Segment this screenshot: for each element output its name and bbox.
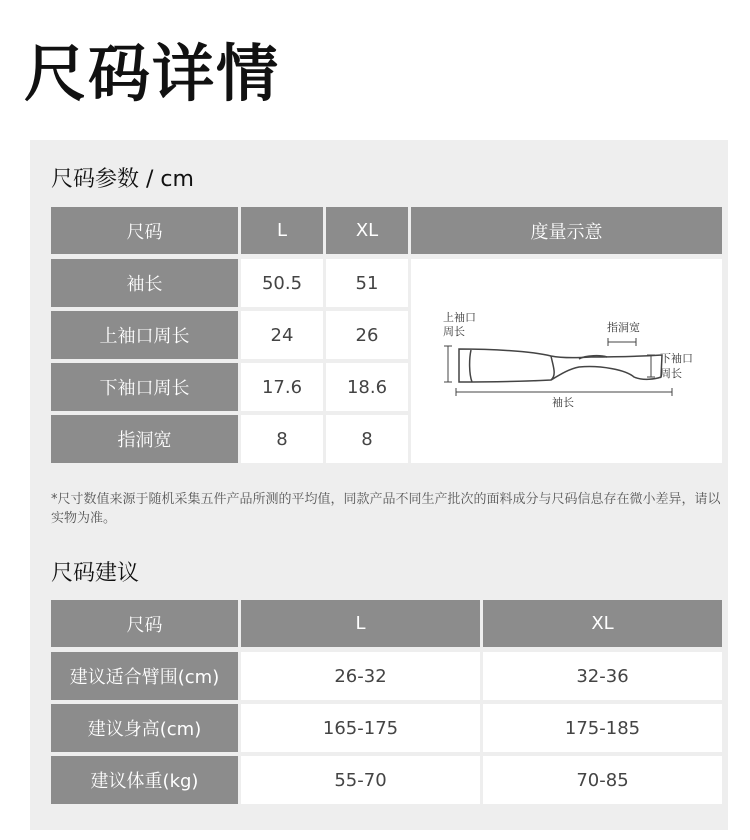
advice-row-label: 建议身高(cm): [51, 704, 238, 752]
params-row-l-value: 24: [241, 311, 323, 359]
size-disclaimer-note: *尺寸数值来源于随机采集五件产品所测的平均值，同款产品不同生产批次的面料成分与尺码信息存在微小差异，请以实物为准。: [51, 492, 721, 526]
params-row-label: 上袖口周长: [51, 311, 238, 359]
advice-row-xl-value: 32-36: [483, 652, 722, 700]
size-advice-title: 尺码建议: [51, 561, 140, 586]
sleeve-length-label: 袖长: [552, 396, 574, 409]
advice-header-size: 尺码: [51, 600, 238, 647]
advice-row-xl-value: 70-85: [483, 756, 722, 804]
params-row-l-value: 8: [241, 415, 323, 463]
sleeve-diagram-icon: [411, 259, 722, 463]
advice-row-label: 建议适合臂围(cm): [51, 652, 238, 700]
params-row-label: 指洞宽: [51, 415, 238, 463]
params-row-l-value: 50.5: [241, 259, 323, 307]
params-row-label: 袖长: [51, 259, 238, 307]
measurement-diagram: [411, 259, 722, 463]
advice-row-xl-value: 175-185: [483, 704, 722, 752]
upper-cuff-label: 上袖口: [443, 311, 476, 324]
params-row-xl-value: 26: [326, 311, 408, 359]
finger-hole-label: 指洞宽: [607, 321, 640, 334]
advice-row-label: 建议体重(kg): [51, 756, 238, 804]
advice-header-xl: XL: [483, 600, 722, 647]
params-header-xl: XL: [326, 207, 408, 254]
upper-cuff-label: 周长: [443, 325, 465, 338]
params-row-label: 下袖口周长: [51, 363, 238, 411]
params-header-l: L: [241, 207, 323, 254]
params-row-xl-value: 18.6: [326, 363, 408, 411]
lower-cuff-label: 周长: [660, 367, 682, 380]
advice-header-l: L: [241, 600, 480, 647]
page-title: 尺码详情: [24, 37, 281, 110]
params-row-l-value: 17.6: [241, 363, 323, 411]
params-header-diagram: 度量示意: [411, 207, 722, 254]
lower-cuff-label: 下袖口: [660, 352, 693, 365]
size-params-title: 尺码参数 / cm: [51, 167, 194, 192]
params-row-xl-value: 51: [326, 259, 408, 307]
params-row-xl-value: 8: [326, 415, 408, 463]
advice-row-l-value: 55-70: [241, 756, 480, 804]
advice-row-l-value: 26-32: [241, 652, 480, 700]
params-header-size: 尺码: [51, 207, 238, 254]
advice-row-l-value: 165-175: [241, 704, 480, 752]
